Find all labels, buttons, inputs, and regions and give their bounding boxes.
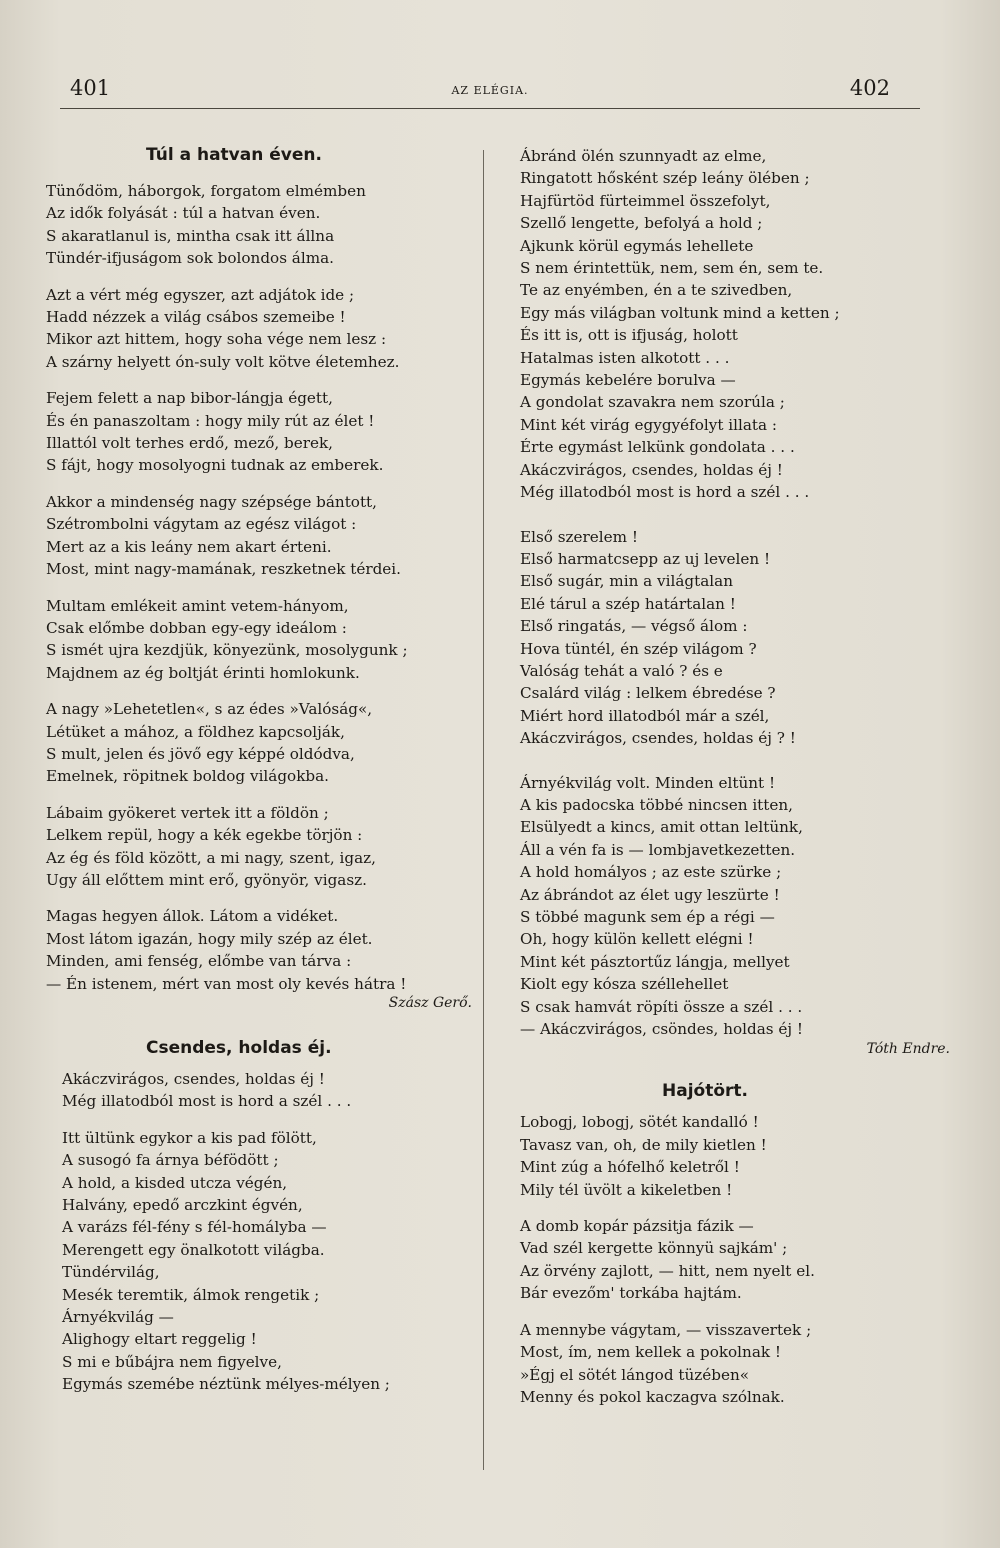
poem-line: A nagy »Lehetetlen«, s az édes »Valóság«, — [46, 700, 373, 719]
poem-line: Lelkem repül, hogy a kék egekbe törjön : — [46, 826, 363, 845]
poem-line: Hajfürtöd fürteimmel összefolyt, — [520, 191, 771, 210]
poem-body-1 — [46, 180, 476, 995]
poem-line: Szellő lengette, befolyá a hold ; — [520, 214, 763, 233]
poem-line: Első harmatcsepp az uj levelen ! — [520, 549, 771, 568]
poem-line: Akkor a mindenség nagy szépsége bántott, — [46, 492, 377, 511]
poem-line: Mily tél üvölt a kikeletben ! — [520, 1180, 733, 1199]
poem-line: Oh, hogy külön kellett elégni ! — [520, 930, 754, 949]
poem-line: Tündérvilág, — [62, 1263, 160, 1282]
poem-line: Árnyékvilág — — [62, 1308, 174, 1327]
poem-line: Az ég és föld között, a mi nagy, szent, igaz, — [46, 848, 377, 867]
poem-line: Mint két pásztortűz lángja, mellyet — [520, 952, 790, 971]
poem-line: Az ábrándot az élet ugy leszürte ! — [520, 885, 780, 904]
poem-body-3 — [520, 1111, 930, 1408]
right-page-number: 402 — [849, 76, 890, 100]
poem-title-csendes-holdas-ej: Csendes, holdas éj. — [146, 1038, 332, 1058]
poem-line: Mesék teremtik, álmok rengetik ; — [62, 1285, 320, 1304]
poem-body-2 — [62, 1068, 476, 1396]
poem-line: Az örvény zajlott, — hitt, nem nyelt el. — [520, 1261, 815, 1280]
poem-line: Mint két virág egygyéfolyt illata : — [520, 415, 777, 434]
poem-line: Itt ültünk egykor a kis pad fölött, — [62, 1128, 317, 1147]
right-column — [520, 145, 950, 1408]
poem-line: Az idők folyását : túl a hatvan éven. — [46, 204, 321, 223]
poem-line: Árnyékvilág volt. Minden eltünt ! — [520, 773, 776, 792]
poem-line: A mennybe vágytam, — visszavertek ; — [520, 1320, 812, 1339]
poem-line: Te az enyémben, én a te szivedben, — [520, 281, 793, 300]
poem-line: Egymás szemébe néztünk mélyes-mélyen ; — [62, 1375, 390, 1394]
poem-line: A hold homályos ; az este szürke ; — [520, 863, 782, 882]
poem-line: Egymás kebelére borulva — — [520, 371, 736, 390]
poem-line: Minden, ami fenség, előmbe van tárva : — [46, 952, 352, 971]
poem-line: Menny és pokol kaczagva szólnak. — [520, 1387, 785, 1406]
poem-line: Emelnek, röpitnek boldog világokba. — [46, 767, 330, 786]
running-title: AZ ELÉGIA. — [451, 84, 529, 97]
poem-line: Akáczvirágos, csendes, holdas éj ! — [62, 1070, 325, 1088]
poem-line: Merengett egy önalkotott világba. — [62, 1240, 325, 1259]
poem-line: És itt is, ott is ifjuság, holott — [520, 326, 738, 345]
poem-title-hajotort: Hajótört. — [662, 1081, 748, 1102]
stanza — [46, 698, 476, 788]
stanza — [520, 1215, 930, 1305]
poem-line: És én panaszoltam : hogy mily rút az élet ! — [46, 411, 375, 430]
stanza — [46, 905, 476, 995]
poem-line: Elé tárul a szép határtalan ! — [520, 594, 736, 613]
poem-line: A susogó fa árnya béfödött ; — [62, 1151, 279, 1170]
stanza — [520, 526, 930, 750]
stanza — [62, 1127, 476, 1396]
poem-line: Első ringatás, — végső álom : — [520, 617, 748, 636]
poem-line: S ismét ujra kezdjük, könyezünk, mosolygunk ; — [46, 641, 408, 660]
poem-line: Ajkunk körül egymás lehellete — [520, 236, 754, 255]
poem-line: Most, mint nagy-mamának, reszketnek térdei. — [46, 560, 401, 579]
poem-line: S akaratlanul is, mintha csak itt állna — [46, 226, 335, 245]
left-column — [46, 145, 476, 1396]
stanza — [46, 387, 476, 477]
poem-line: »Égj el sötét lángod tüzében« — [520, 1365, 750, 1384]
poem-line: A domb kopár pázsitja fázik — — [520, 1217, 754, 1236]
poem-author-2: Tóth Endre. — [866, 1041, 950, 1058]
poem-line: Létüket a mához, a földhez kapcsolják, — [46, 722, 345, 741]
poem-line: Egy más világban voltunk mind a ketten ; — [520, 303, 840, 322]
stanza — [62, 1068, 476, 1113]
poem-line: Hova tüntél, én szép világom ? — [520, 639, 757, 658]
poem-line: S mult, jelen és jövő egy képpé oldódva, — [46, 744, 355, 763]
poem-line: Valóság tehát a való ? és e — [520, 661, 723, 680]
poem-line: Magas hegyen állok. Látom a vidéket. — [46, 907, 339, 926]
poem-line: Vad szél kergette könnyü sajkám' ; — [520, 1239, 788, 1258]
poem-line: Csak előmbe dobban egy-egy ideálom : — [46, 618, 347, 637]
page-header — [60, 76, 920, 106]
poem-line: S többé magunk sem ép a régi — — [520, 908, 775, 926]
stanza — [46, 491, 476, 581]
poem-line: Tavasz van, oh, de mily kietlen ! — [520, 1135, 767, 1154]
poem-line: A varázs fél-fény s fél-homályba — — [62, 1218, 327, 1237]
poem-line: S mi e bűbájra nem figyelve, — [62, 1352, 282, 1371]
poem-line: Még illatodból most is hord a szél . . . — [62, 1092, 352, 1111]
stanza — [520, 1111, 930, 1201]
poem-line: Mint zúg a hófelhő keletről ! — [520, 1158, 740, 1177]
poem-line: Illattól volt terhes erdő, mező, berek, — [46, 434, 334, 453]
poem-title-tul-a-hatvan-even: Túl a hatvan éven. — [146, 145, 322, 165]
stanza — [520, 772, 930, 1041]
left-page-number: 401 — [70, 76, 111, 100]
poem-line: Akáczvirágos, csendes, holdas éj ? ! — [520, 729, 796, 748]
poem-line: Lobogj, lobogj, sötét kandalló ! — [520, 1113, 759, 1132]
poem-line: Szétrombolni vágytam az egész világot : — [46, 515, 357, 534]
poem-line: Hadd nézzek a világ csábos szemeibe ! — [46, 308, 346, 327]
poem-line: Majdnem az ég boltját érinti homlokunk. — [46, 663, 360, 682]
poem-line: Alighogy eltart reggelig ! — [62, 1330, 257, 1349]
poem-line: Elsülyedt a kincs, amit ottan leltünk, — [520, 818, 803, 837]
poem-line: S csak hamvát röpíti össze a szél . . . — [520, 997, 803, 1016]
poem-line: Most látom igazán, hogy mily szép az élet. — [46, 929, 373, 948]
poem-line: Ábránd ölén szunnyadt az elme, — [520, 147, 767, 165]
stanza — [46, 802, 476, 892]
poem-line: Akáczvirágos, csendes, holdas éj ! — [520, 460, 783, 479]
poem-line: Fejem felett a nap bibor-lángja égett, — [46, 389, 333, 408]
poem-line: Még illatodból most is hord a szél . . . — [520, 483, 810, 502]
poem-line: Bár evezőm' torkába hajtám. — [520, 1284, 742, 1303]
poem-author-1: Szász Gerő. — [388, 995, 472, 1011]
poem-line: A kis padocska többé nincsen itten, — [520, 795, 793, 814]
stanza — [46, 284, 476, 374]
stanza — [520, 1319, 930, 1409]
poem-line: Miért hord illatodból már a szél, — [520, 706, 770, 725]
poem-line: A hold, a kisded utcza végén, — [62, 1173, 288, 1192]
poem-line: Ugy áll előttem mint erő, gyönyör, vigasz. — [46, 870, 367, 889]
poem-line: Kiolt egy kósza széllehellet — [520, 975, 729, 994]
poem-line: Érte egymást lelkünk gondolata . . . — [520, 438, 795, 457]
poem-line: Mert az a kis leány nem akart érteni. — [46, 537, 332, 556]
poem-line: Halvány, epedő arczkint égvén, — [62, 1196, 303, 1215]
stanza — [46, 595, 476, 685]
stanza — [46, 180, 476, 270]
poem-line: Multam emlékeit amint vetem-hányom, — [46, 596, 349, 615]
poem-line: Áll a vén fa is — lombjavetkezetten. — [520, 840, 796, 859]
header-rule — [60, 108, 920, 109]
poem-body-2-continued — [520, 145, 930, 1040]
poem-line: S nem érintettük, nem, sem én, sem te. — [520, 259, 824, 278]
poem-line: — Én istenem, mért van most oly kevés hátra ! — [46, 974, 407, 993]
poem-line: A gondolat szavakra nem szorúla ; — [520, 393, 785, 412]
poem-line: Tünődöm, háborgok, forgatom elmémben — [46, 182, 366, 200]
poem-line: Csalárd világ : lelkem ébredése ? — [520, 684, 776, 703]
poem-line: Tündér-ifjuságom sok bolondos álma. — [46, 249, 335, 268]
poem-line: Ringatott hősként szép leány ölében ; — [520, 169, 810, 188]
column-divider — [483, 150, 484, 1470]
poem-line: Azt a vért még egyszer, azt adjátok ide ; — [46, 285, 355, 304]
poem-line: A szárny helyett ón-suly volt kötve életemhez. — [46, 352, 400, 371]
poem-line: Első szerelem ! — [520, 527, 638, 546]
poem-line: Hatalmas isten alkotott . . . — [520, 348, 730, 367]
poem-line: Lábaim gyökeret vertek itt a földön ; — [46, 803, 329, 822]
poem-line: Most, ím, nem kellek a pokolnak ! — [520, 1343, 782, 1362]
poem-line: Első sugár, min a világtalan — [520, 572, 733, 591]
poem-line: Mikor azt hittem, hogy soha vége nem lesz : — [46, 330, 387, 349]
stanza — [520, 145, 930, 504]
poem-line: — Akáczvirágos, csöndes, holdas éj ! — [520, 1020, 804, 1039]
poem-line: S fájt, hogy mosolyogni tudnak az emberek. — [46, 456, 384, 475]
